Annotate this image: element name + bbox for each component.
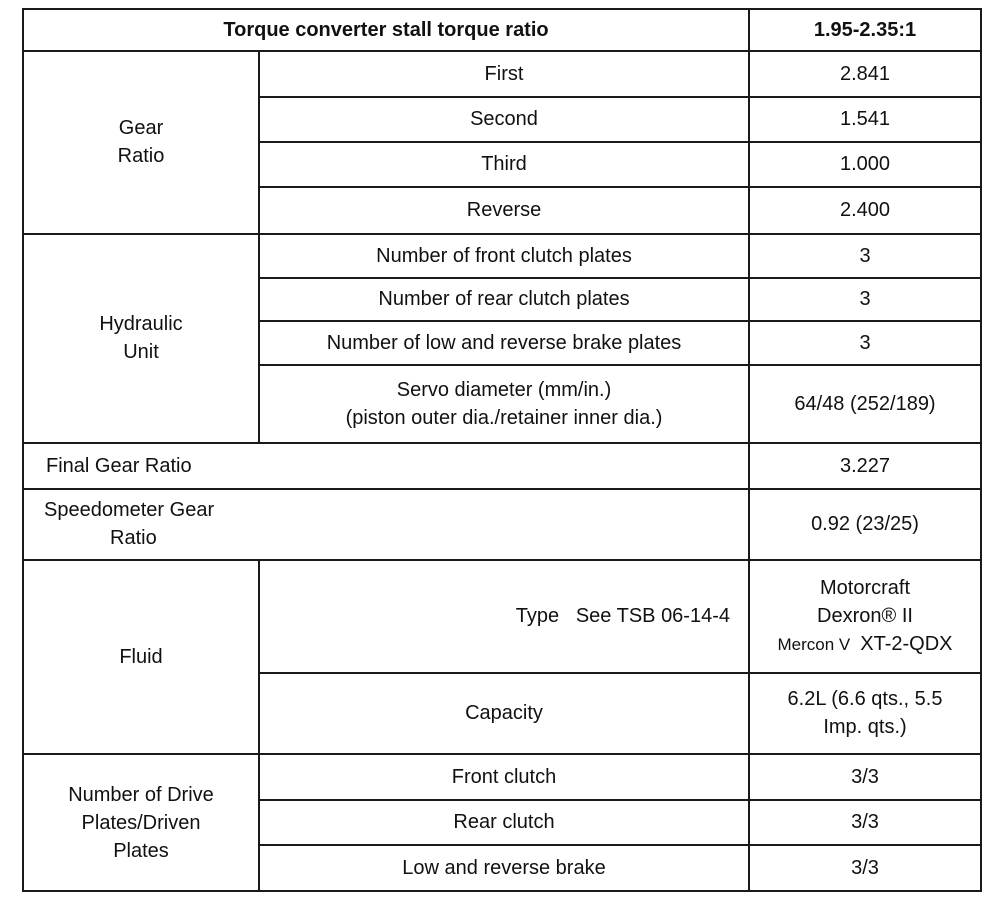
rear-clutch-plates-label: Number of rear clutch plates (259, 278, 749, 322)
fluid-type-value-line3 (758, 630, 972, 659)
drive-plates-row (23, 754, 981, 800)
low-reverse-brake-value: 3/3 (749, 845, 981, 891)
gear-ratio-group-line1: Gear (118, 117, 164, 140)
fluid-type-row (23, 560, 981, 673)
fluid-capacity-value (749, 673, 981, 755)
drive-plates-group-line2: Plates/Driven (81, 811, 201, 834)
gear-second-value: 1.541 (749, 97, 981, 142)
fluid-type-value-line2: Dexron® II (817, 604, 913, 627)
final-gear-ratio-label: Final Gear Ratio (23, 443, 749, 489)
hydraulic-unit-group-line1: Hydraulic (99, 313, 183, 336)
drive-plates-group (23, 754, 259, 891)
rear-clutch-plates-value: 3 (749, 278, 981, 322)
fluid-type-value-xt: XT-2-QDX (860, 632, 953, 655)
stall-torque-ratio-label: Torque converter stall torque ratio (23, 9, 749, 51)
rear-clutch-value: 3/3 (749, 800, 981, 845)
front-clutch-value: 3/3 (749, 754, 981, 800)
gear-reverse-value: 2.400 (749, 187, 981, 234)
servo-diameter-label-line1: Servo diameter (mm/in.) (396, 378, 612, 401)
servo-diameter-label-line2: (piston outer dia./retainer inner dia.) (345, 406, 663, 429)
stall-torque-ratio-value: 1.95-2.35:1 (749, 9, 981, 51)
gear-ratio-row (23, 51, 981, 97)
front-clutch-label: Front clutch (259, 754, 749, 800)
fluid-type-value-mercon: Mercon V (777, 634, 851, 654)
hydraulic-row (23, 234, 981, 278)
fluid-capacity-label: Capacity (259, 673, 749, 755)
gear-third-label: Third (259, 142, 749, 187)
speedometer-gear-ratio-label-line2: Ratio (110, 527, 157, 550)
low-reverse-brake-plates-label: Number of low and reverse brake plates (259, 321, 749, 365)
fluid-type-value (749, 560, 981, 673)
servo-diameter-label (259, 365, 749, 442)
gear-first-value: 2.841 (749, 51, 981, 97)
final-gear-row (23, 443, 981, 489)
fluid-type-tsb-note: See TSB 06-14-4 (575, 605, 730, 628)
speedometer-gear-ratio-label (23, 489, 749, 560)
fluid-type-label (259, 560, 749, 673)
hydraulic-unit-group (23, 234, 259, 443)
fluid-type-label-text: Type (515, 605, 560, 628)
speedometer-gear-ratio-value: 0.92 (23/25) (749, 489, 981, 560)
front-clutch-plates-value: 3 (749, 234, 981, 278)
front-clutch-plates-label: Number of front clutch plates (259, 234, 749, 278)
speedometer-gear-ratio-label-line1: Speedometer Gear (44, 499, 215, 522)
low-reverse-brake-label: Low and reverse brake (259, 845, 749, 891)
gear-second-label: Second (259, 97, 749, 142)
drive-plates-group-line3: Plates (113, 839, 169, 862)
hydraulic-unit-group-line2: Unit (123, 341, 159, 364)
rear-clutch-label: Rear clutch (259, 800, 749, 845)
gear-reverse-label: Reverse (259, 187, 749, 234)
fluid-capacity-value-line2: Imp. qts.) (823, 716, 907, 739)
low-reverse-brake-plates-value: 3 (749, 321, 981, 365)
transmission-spec-table (22, 8, 982, 892)
fluid-group: Fluid (23, 560, 259, 754)
gear-ratio-group-line2: Ratio (117, 145, 165, 168)
final-gear-ratio-value: 3.227 (749, 443, 981, 489)
header-row (23, 9, 981, 51)
fluid-capacity-value-line1: 6.2L (6.6 qts., 5.5 (787, 688, 943, 711)
fluid-type-value-line1: Motorcraft (819, 576, 911, 599)
gear-third-value: 1.000 (749, 142, 981, 187)
speedometer-gear-row (23, 489, 981, 560)
gear-ratio-group (23, 51, 259, 234)
servo-diameter-value: 64/48 (252/189) (749, 365, 981, 442)
gear-first-label: First (259, 51, 749, 97)
drive-plates-group-line1: Number of Drive (68, 783, 214, 806)
